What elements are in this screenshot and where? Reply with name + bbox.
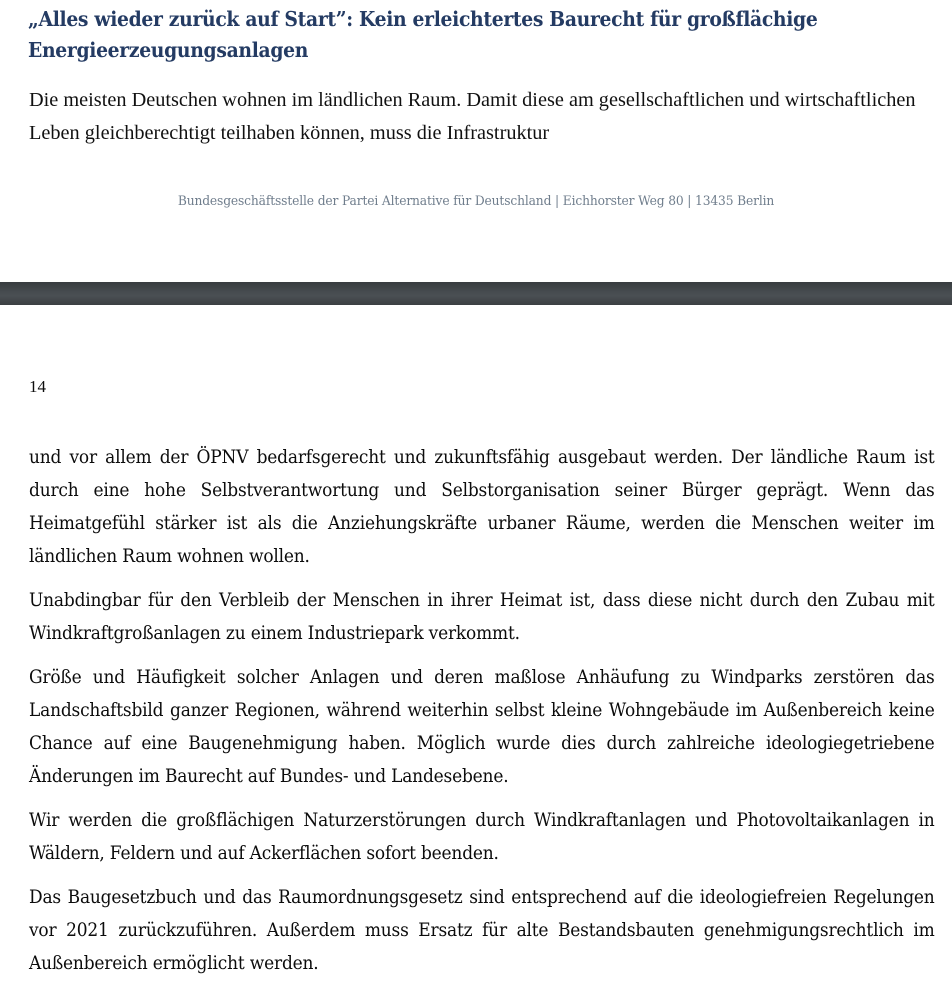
page-number: 14 <box>29 377 46 396</box>
body-paragraph: Wir werden die großflächigen Naturzerstörungen durch Windkraftanlagen und Photovoltaikanlagen in Wäldern, Feldern und auf Ackerflächen sofort beenden. <box>29 810 935 864</box>
section-separator-band <box>0 282 952 305</box>
body-paragraph: Größe und Häufigkeit solcher Anlagen und deren maßlose Anhäufung zu Windparks zerstören das Landschaftsbild ganzer Regionen, während weiterhin selbst kleine Wohngebäude im Außenbereich keine Chance auf eine Baugenehmigung haben. Möglich wurde dies durch zahlreiche ideologiegetriebene Änderungen im Baurecht auf Bundes- und Landesebene. <box>29 667 935 787</box>
imprint-line: Bundesgeschäftsstelle der Partei Alternative für Deutschland | Eichhorster Weg 80 | 13435 Berlin <box>177 194 775 209</box>
document-header <box>0 0 952 282</box>
page-title: „Alles wieder zurück auf Start”: Kein erleichtertes Baurecht für großflächige Energieerzeugungsanlagen <box>28 7 818 62</box>
body-paragraph: Unabdingbar für den Verbleib der Menschen in ihrer Heimat ist, dass diese nicht durch den Zubau mit Windkraftgroßanlagen zu einem Industriepark verkommt. <box>29 590 935 644</box>
body-paragraph: und vor allem der ÖPNV bedarfsgerecht und zukunftsfähig ausgebaut werden. Der ländliche Raum ist durch eine hohe Selbstverantwortung und Selbstorganisation seiner Bürger geprägt. Wenn das Heimatgefühl stärker ist als die Anziehungskräfte urbaner Räume, werden die Menschen weiter im ländlichen Raum wohnen wollen. <box>29 447 935 567</box>
document-body <box>0 305 952 986</box>
body-text-column <box>29 441 935 980</box>
lead-paragraph: Die meisten Deutschen wohnen im ländlichen Raum. Damit diese am gesellschaftlichen und wirtschaftlichen Leben gleichberechtigt teilhaben können, muss die Infrastruktur <box>29 89 916 144</box>
body-paragraph: Das Baugesetzbuch und das Raumordnungsgesetz sind entsprechend auf die ideologiefreien Regelungen vor 2021 zurückzuführen. Außerdem muss Ersatz für alte Bestandsbauten genehmigungsrechtlich im Außenbereich ermöglicht werden. <box>29 887 935 974</box>
